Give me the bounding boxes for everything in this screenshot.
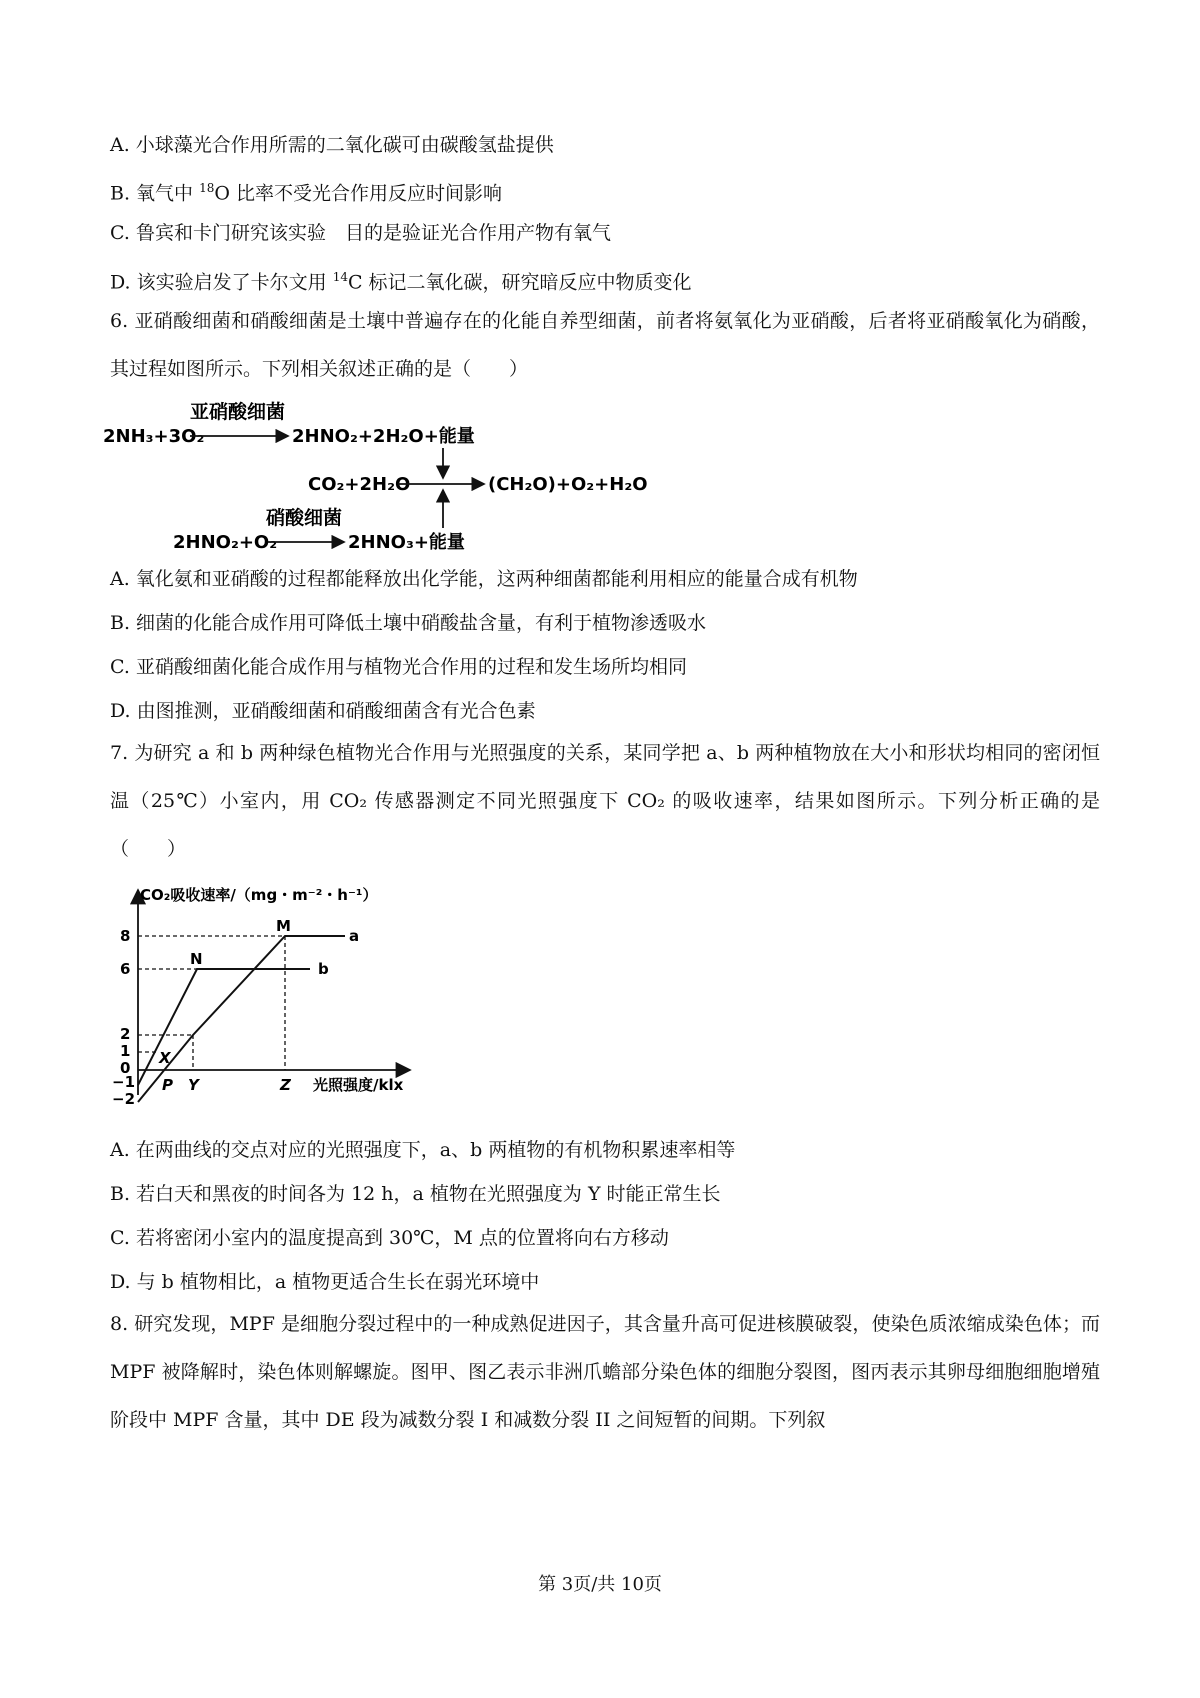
x-tick: Z: [280, 1076, 291, 1094]
point-x-label: X: [159, 1049, 171, 1067]
q6-option-d: D. 由图推测，亚硝酸细菌和硝酸细菌含有光合色素: [110, 700, 536, 722]
y-tick: −1: [112, 1073, 136, 1091]
series-b-line: [138, 969, 310, 1085]
x-axis-label: 光照强度/klx: [313, 1076, 404, 1094]
q5-option-b: [110, 175, 502, 206]
y-tick: 6: [120, 960, 131, 978]
q5-option-d-post: C 标记二氧化碳，研究暗反应中物质变化: [347, 271, 692, 294]
y-tick: 1: [120, 1042, 131, 1060]
q5-option-b-pre: B. 氧气中: [110, 182, 200, 205]
point-m-label: M: [276, 917, 291, 935]
y-tick: 2: [120, 1025, 131, 1043]
y-tick: 0: [120, 1059, 131, 1077]
q7-option-c: C. 若将密闭小室内的温度提高到 30℃，M 点的位置将向右方移动: [110, 1227, 669, 1249]
q6-option-b: B. 细菌的化能合成作用可降低土壤中硝酸盐含量，有利于植物渗透吸水: [110, 612, 707, 634]
q5-option-c: C. 鲁宾和卡门研究该实验 目的是验证光合作用产物有氧气: [110, 222, 611, 244]
series-a-label: a: [349, 927, 360, 945]
point-n-label: N: [190, 950, 203, 968]
eq-center-right: (CH₂O)+O₂+H₂O: [488, 474, 648, 495]
q7-option-a: A. 在两曲线的交点对应的光照强度下，a、b 两植物的有机物积累速率相等: [110, 1139, 736, 1161]
q5-option-d-sup: 14: [332, 270, 348, 284]
page-footer: 第 3页/共 10页: [538, 1574, 662, 1595]
x-tick: P: [162, 1076, 173, 1094]
q5-option-b-post: O 比率不受光合作用反应时间影响: [214, 182, 502, 205]
q6-stem: 6. 亚硝酸细菌和硝酸细菌是土壤中普遍存在的化能自养型细菌，前者将氨氧化为亚硝酸，后者将亚硝酸氧化为硝酸，其过程如图所示。下列相关叙述正确的是（ ）: [110, 310, 1100, 380]
q7-chart: [110, 880, 470, 1115]
nitrate-bacteria-label: 硝酸细菌: [266, 507, 343, 529]
q5-option-b-sup: 18: [199, 181, 215, 195]
y-tick: −2: [112, 1090, 136, 1108]
q5-option-d: [110, 264, 692, 295]
eq2-right: 2HNO₃+能量: [348, 532, 465, 553]
q6-option-a: A. 氧化氨和亚硝酸的过程都能释放出化学能，这两种细菌都能利用相应的能量合成有机物: [110, 568, 858, 590]
q5-option-a: A. 小球藻光合作用所需的二氧化碳可由碳酸氢盐提供: [110, 134, 554, 156]
q6-option-c: C. 亚硝酸细菌化能合成作用与植物光合作用的过程和发生场所均相同: [110, 656, 687, 678]
eq2-left: 2HNO₂+O₂: [173, 532, 278, 553]
eq1-left: 2NH₃+3O₂: [103, 426, 205, 447]
q7-stem: 7. 为研究 a 和 b 两种绿色植物光合作用与光照强度的关系，某同学把 a、b 两种植物放在大小和形状均相同的密闭恒温（25℃）小室内，用 CO₂ 传感器测定不同光照强度下 CO₂ 的吸收速率，结果如图所示。下列分析正确的是（ ）: [110, 742, 1100, 860]
y-tick: 8: [120, 927, 131, 945]
nitrite-bacteria-label: 亚硝酸细菌: [190, 401, 286, 423]
q7-option-d: D. 与 b 植物相比，a 植物更适合生长在弱光环境中: [110, 1271, 540, 1293]
q8-stem: 8. 研究发现，MPF 是细胞分裂过程中的一种成熟促进因子，其含量升高可促进核膜破裂，使染色质浓缩成染色体；而 MPF 被降解时，染色体则解螺旋。图甲、图乙表示非洲爪蟾部分染色体的细胞分裂图，图丙表示其卵母细胞细胞增殖阶段中 MPF 含量，其中 DE 段为减数分裂 I 和减数分裂 II 之间短暂的间期。下列叙: [110, 1313, 1100, 1431]
eq-center-left: CO₂+2H₂O: [308, 474, 411, 495]
q5-option-d-pre: D. 该实验启发了卡尔文用: [110, 271, 333, 294]
y-axis-label: CO₂吸收速率/（mg・m⁻²・h⁻¹）: [140, 886, 378, 904]
q6-diagram: [100, 390, 720, 560]
eq1-right: 2HNO₂+2H₂O+能量: [292, 426, 475, 447]
series-b-label: b: [318, 960, 329, 978]
q7-option-b: B. 若白天和黑夜的时间各为 12 h，a 植物在光照强度为 Y 时能正常生长: [110, 1183, 721, 1205]
x-tick: Y: [188, 1076, 199, 1094]
